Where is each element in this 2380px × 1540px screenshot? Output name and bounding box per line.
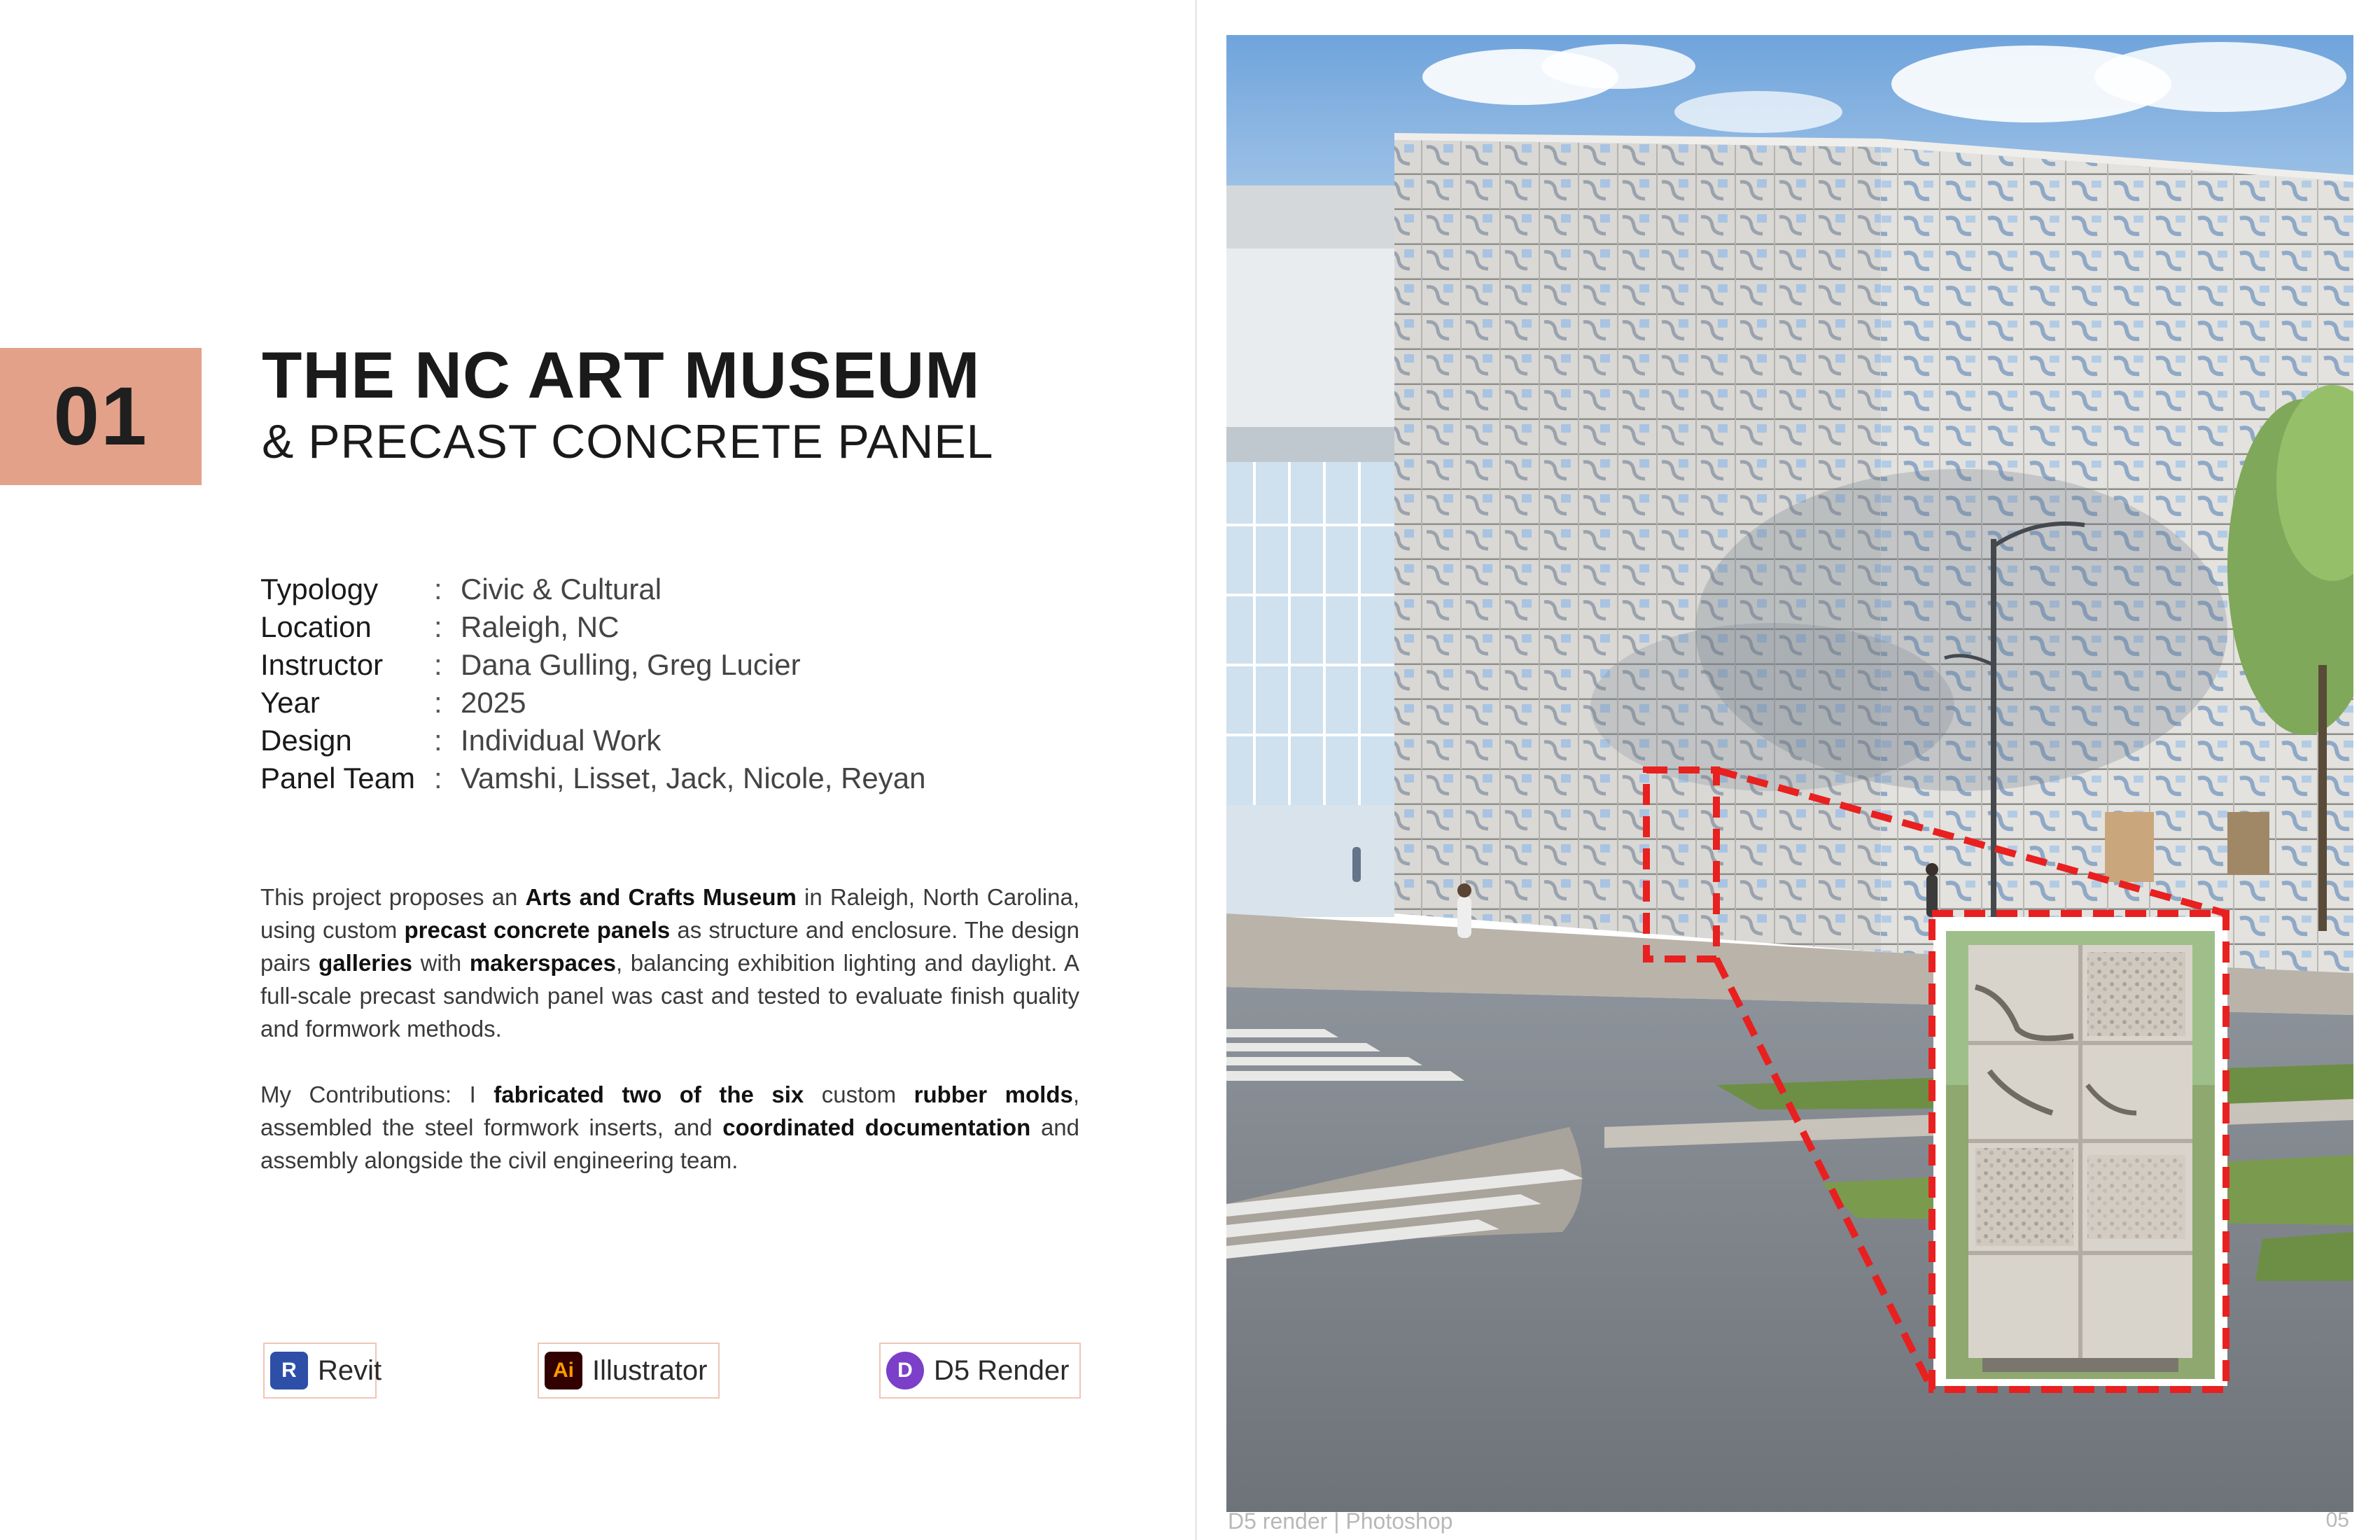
image-caption: D5 render | Photoshop <box>1228 1508 1453 1534</box>
tool-badge-revit <box>263 1343 382 1399</box>
project-info-table <box>260 570 925 797</box>
museum-render-image <box>1226 35 2353 1512</box>
info-row-location <box>260 608 925 646</box>
revit-icon: R <box>270 1352 308 1390</box>
info-label: Instructor <box>260 648 384 681</box>
info-value: Vamshi, Lisset, Jack, Nicole, Reyan <box>461 762 926 794</box>
project-title: THE NC ART MUSEUM <box>262 338 981 412</box>
text-bold: Arts and Crafts Museum <box>525 884 797 910</box>
illustrator-icon: Ai <box>545 1352 582 1390</box>
text-bold: fabricated two of the six <box>493 1082 804 1107</box>
info-label: Location <box>260 610 372 643</box>
text-bold: precast concrete panels <box>404 917 671 943</box>
text-bold: rubber molds <box>913 1082 1073 1107</box>
page-number: 05 <box>2325 1508 2349 1532</box>
info-label: Year <box>260 686 320 719</box>
text-bold: makerspaces <box>469 950 616 976</box>
info-row-instructor <box>260 646 925 684</box>
info-separator: : <box>434 610 442 643</box>
info-separator: : <box>434 724 442 757</box>
info-separator: : <box>434 762 442 794</box>
info-value: Dana Gulling, Greg Lucier <box>461 648 801 681</box>
text-run: This project proposes an <box>260 884 526 910</box>
project-number: 01 <box>53 370 148 463</box>
project-description <box>260 881 1079 1210</box>
project-number-badge <box>0 348 202 485</box>
info-label: Typology <box>260 573 379 606</box>
info-value: Individual Work <box>461 724 662 757</box>
info-separator: : <box>434 648 442 681</box>
info-label: Design <box>260 724 352 757</box>
tool-label: Illustrator <box>592 1354 708 1386</box>
info-label: Panel Team <box>260 762 416 794</box>
d5-render-icon: D <box>886 1352 924 1390</box>
info-row-panel-team <box>260 760 925 797</box>
text-run: My Contributions: I <box>260 1082 494 1107</box>
info-value: Civic & Cultural <box>461 573 662 606</box>
text-run: , assembled the steel formwork inserts, and <box>260 1082 1079 1140</box>
text-run: as structure and enclosure. The design pairs <box>260 917 1080 976</box>
text-run: with <box>412 950 470 976</box>
text-run: custom <box>804 1082 914 1107</box>
project-subtitle: & PRECAST CONCRETE PANEL <box>262 415 994 468</box>
info-value: Raleigh, NC <box>461 610 620 643</box>
text-run: , balancing exhibition lighting and daylight. A full-scale precast sandwich panel was cast and tested to evaluate finish quality and formwork methods. <box>260 950 1079 1042</box>
tool-label: Revit <box>318 1354 382 1386</box>
tool-badge-illustrator <box>538 1343 720 1399</box>
info-separator: : <box>434 573 442 606</box>
tool-badge-d5-render <box>879 1343 1081 1399</box>
text-run: and assembly alongside the civil engineering team. <box>260 1114 1080 1173</box>
contributions-paragraph <box>260 1078 1079 1177</box>
info-separator: : <box>434 686 442 719</box>
description-paragraph <box>260 881 1079 1045</box>
info-row-design <box>260 722 925 760</box>
text-run: in Raleigh, North Carolina, using custom <box>260 884 1080 943</box>
info-row-typology <box>260 570 925 608</box>
text-bold: galleries <box>318 950 413 976</box>
text-bold: coordinated documentation <box>722 1114 1031 1140</box>
render-illustration <box>1226 35 2353 1512</box>
tool-label: D5 Render <box>934 1354 1070 1386</box>
info-row-year <box>260 684 925 722</box>
info-value: 2025 <box>461 686 526 719</box>
